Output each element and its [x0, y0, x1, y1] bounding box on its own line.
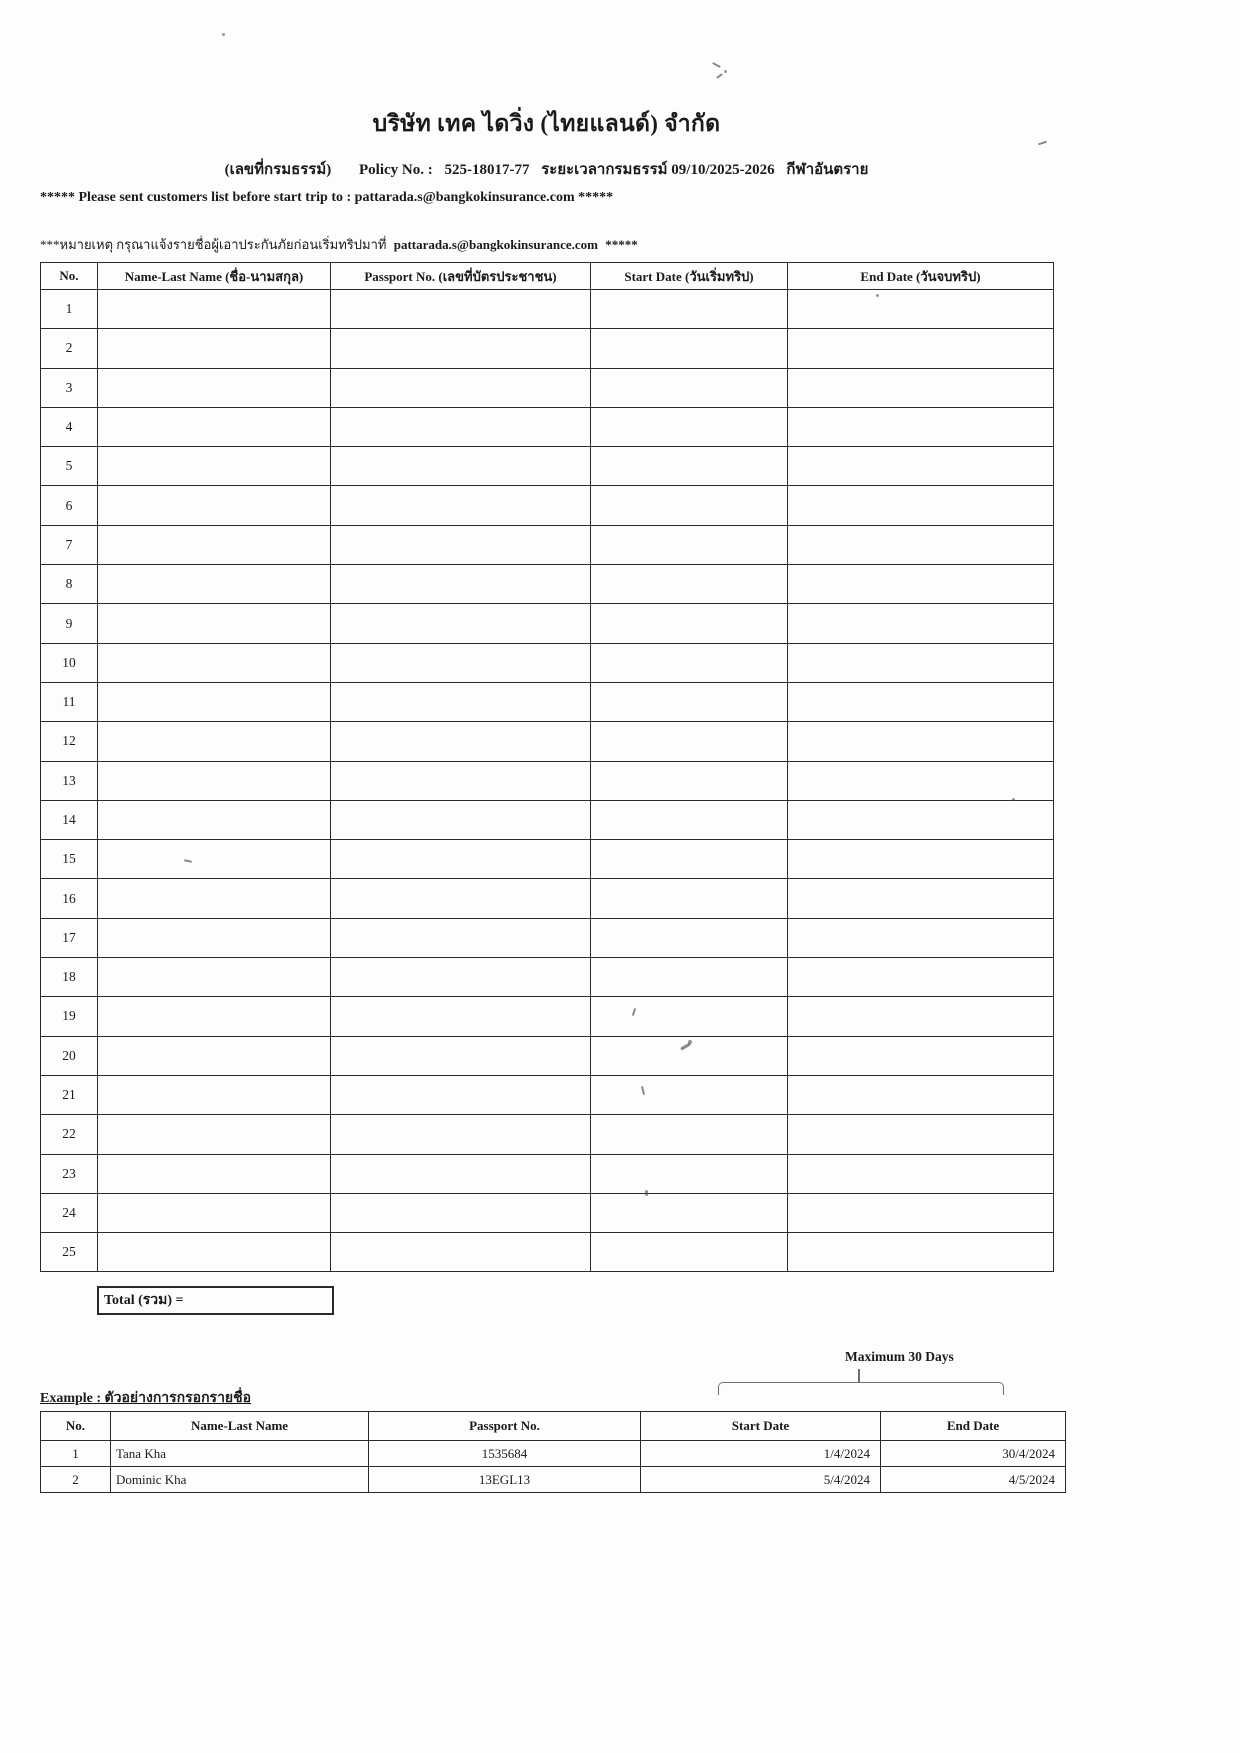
end-date-cell — [788, 800, 1054, 839]
end-date-cell — [788, 290, 1054, 329]
main-table-row — [41, 525, 1054, 564]
start-date-cell — [591, 1233, 788, 1272]
main-table-row — [41, 840, 1054, 879]
end-date-cell — [788, 368, 1054, 407]
passport-cell — [331, 368, 591, 407]
row-number-cell: 19 — [41, 997, 98, 1036]
example-name-cell: Dominic Kha — [111, 1467, 369, 1493]
scan-artifact — [1012, 798, 1015, 801]
row-number-cell: 17 — [41, 918, 98, 957]
policy-line — [40, 157, 1053, 181]
main-table-row — [41, 329, 1054, 368]
name-cell — [98, 918, 331, 957]
row-number-cell: 20 — [41, 1036, 98, 1075]
end-date-cell — [788, 525, 1054, 564]
company-title: บริษัท เทค ไดวิ่ง (ไทยแลนด์) จำกัด — [372, 111, 721, 136]
name-cell — [98, 840, 331, 879]
row-number-cell: 12 — [41, 722, 98, 761]
example-no-cell: 1 — [41, 1441, 111, 1467]
note-thai — [40, 234, 642, 255]
example-table — [40, 1411, 1066, 1493]
end-date-cell — [788, 407, 1054, 446]
main-table-row — [41, 290, 1054, 329]
note-thai-text: ***หมายเหตุ กรุณาแจ้งรายชื่อผู้เอาประกันภัยก่อนเริ่มทริปมาที่ — [40, 237, 387, 252]
example-table-header-row — [41, 1412, 1066, 1441]
end-date-cell — [788, 1115, 1054, 1154]
start-date-cell — [591, 1115, 788, 1154]
start-date-cell — [591, 486, 788, 525]
name-cell — [98, 329, 331, 368]
row-number-cell: 13 — [41, 761, 98, 800]
end-date-cell — [788, 997, 1054, 1036]
passport-cell — [331, 800, 591, 839]
end-date-cell — [788, 761, 1054, 800]
row-number-cell: 16 — [41, 879, 98, 918]
main-table-row — [41, 1075, 1054, 1114]
row-number-cell: 25 — [41, 1233, 98, 1272]
main-table-row — [41, 997, 1054, 1036]
main-table-body — [41, 290, 1054, 1272]
start-date-cell — [591, 800, 788, 839]
end-date-cell — [788, 879, 1054, 918]
start-date-cell — [591, 997, 788, 1036]
example-start-date-cell: 1/4/2024 — [641, 1441, 881, 1467]
passport-cell — [331, 447, 591, 486]
passport-cell — [331, 486, 591, 525]
main-table-row — [41, 958, 1054, 997]
example-col-header-name: Name-Last Name — [111, 1412, 369, 1441]
main-table-row — [41, 643, 1054, 682]
passport-cell — [331, 1075, 591, 1114]
passport-cell — [331, 879, 591, 918]
start-date-cell — [591, 643, 788, 682]
col-header-passport: Passport No. (เลขที่บัตรประชาชน) — [331, 263, 591, 290]
end-date-cell — [788, 1075, 1054, 1114]
start-date-cell — [591, 722, 788, 761]
start-date-cell — [591, 1075, 788, 1114]
col-header-start-date: Start Date (วันเริ่มทริป) — [591, 263, 788, 290]
name-cell — [98, 290, 331, 329]
end-date-cell — [788, 1233, 1054, 1272]
start-date-cell — [591, 290, 788, 329]
main-table-row — [41, 1036, 1054, 1075]
name-cell — [98, 997, 331, 1036]
main-table-row — [41, 761, 1054, 800]
maximum-days-label: Maximum 30 Days — [845, 1349, 954, 1364]
main-table-row — [41, 1115, 1054, 1154]
name-cell — [98, 1193, 331, 1232]
example-row — [41, 1467, 1066, 1493]
start-date-cell — [591, 682, 788, 721]
example-heading: Example : ตัวอย่างการกรอกรายชื่อ — [40, 1391, 252, 1406]
end-date-cell — [788, 329, 1054, 368]
end-date-cell — [788, 840, 1054, 879]
scan-artifact — [876, 294, 879, 297]
col-header-no: No. — [41, 263, 98, 290]
example-name-cell: Tana Kha — [111, 1441, 369, 1467]
customer-list-table — [40, 262, 1054, 1272]
policy-no-label: Policy No. : — [358, 162, 433, 178]
end-date-cell — [788, 682, 1054, 721]
passport-cell — [331, 1193, 591, 1232]
start-date-cell — [591, 1193, 788, 1232]
start-date-cell — [591, 525, 788, 564]
brace-tick — [858, 1369, 860, 1382]
end-date-cell — [788, 1154, 1054, 1193]
passport-cell — [331, 407, 591, 446]
example-col-header-no: No. — [41, 1412, 111, 1441]
name-cell — [98, 604, 331, 643]
name-cell — [98, 368, 331, 407]
name-cell — [98, 879, 331, 918]
passport-cell — [331, 1115, 591, 1154]
example-passport-cell: 13EGL13 — [369, 1467, 641, 1493]
passport-cell — [331, 290, 591, 329]
example-end-date-cell: 4/5/2024 — [881, 1467, 1066, 1493]
scan-artifact — [724, 70, 727, 73]
name-cell — [98, 565, 331, 604]
passport-cell — [331, 643, 591, 682]
main-table-row — [41, 1193, 1054, 1232]
row-number-cell: 15 — [41, 840, 98, 879]
end-date-cell — [788, 643, 1054, 682]
name-cell — [98, 682, 331, 721]
scan-artifact — [222, 33, 225, 36]
row-number-cell: 24 — [41, 1193, 98, 1232]
start-date-cell — [591, 407, 788, 446]
passport-cell — [331, 604, 591, 643]
passport-cell — [331, 329, 591, 368]
name-cell — [98, 1233, 331, 1272]
passport-cell — [331, 525, 591, 564]
row-number-cell: 6 — [41, 486, 98, 525]
name-cell — [98, 761, 331, 800]
row-number-cell: 5 — [41, 447, 98, 486]
col-header-name: Name-Last Name (ชื่อ-นามสกุล) — [98, 263, 331, 290]
name-cell — [98, 1036, 331, 1075]
main-table-row — [41, 486, 1054, 525]
note-english: ***** Please sent customers list before start trip to : pattarada.s@bangkokinsurance.com ***** — [40, 190, 614, 205]
row-number-cell: 21 — [41, 1075, 98, 1114]
start-date-cell — [591, 447, 788, 486]
main-table-row — [41, 918, 1054, 957]
example-col-header-start-date: Start Date — [641, 1412, 881, 1441]
row-number-cell: 1 — [41, 290, 98, 329]
end-date-cell — [788, 447, 1054, 486]
end-date-cell — [788, 486, 1054, 525]
example-passport-cell: 1535684 — [369, 1441, 641, 1467]
total-box — [97, 1286, 334, 1315]
main-table-row — [41, 1154, 1054, 1193]
start-date-cell — [591, 840, 788, 879]
row-number-cell: 23 — [41, 1154, 98, 1193]
end-date-cell — [788, 1193, 1054, 1232]
passport-cell — [331, 1036, 591, 1075]
start-date-cell — [591, 918, 788, 957]
name-cell — [98, 1075, 331, 1114]
name-cell — [98, 447, 331, 486]
start-date-cell — [591, 1154, 788, 1193]
row-number-cell: 18 — [41, 958, 98, 997]
date-range-brace — [718, 1382, 1004, 1395]
end-date-cell — [788, 918, 1054, 957]
row-number-cell: 9 — [41, 604, 98, 643]
row-number-cell: 10 — [41, 643, 98, 682]
passport-cell — [331, 918, 591, 957]
main-table-row — [41, 1233, 1054, 1272]
note-thai-email: pattarada.s@bangkokinsurance.com — [393, 237, 598, 252]
start-date-cell — [591, 565, 788, 604]
start-date-cell — [591, 761, 788, 800]
name-cell — [98, 1154, 331, 1193]
note-thai-stars: ***** — [605, 237, 638, 252]
policy-coverage: กีฬาอันตราย — [786, 162, 869, 178]
main-table-row — [41, 368, 1054, 407]
end-date-cell — [788, 722, 1054, 761]
example-col-header-end-date: End Date — [881, 1412, 1066, 1441]
example-end-date-cell: 30/4/2024 — [881, 1441, 1066, 1467]
passport-cell — [331, 840, 591, 879]
name-cell — [98, 800, 331, 839]
main-table-row — [41, 447, 1054, 486]
main-table-row — [41, 407, 1054, 446]
name-cell — [98, 722, 331, 761]
main-table-row — [41, 800, 1054, 839]
policy-period: ระยะเวลากรมธรรม์ 09/10/2025-2026 — [541, 162, 775, 178]
example-row — [41, 1441, 1066, 1467]
start-date-cell — [591, 879, 788, 918]
name-cell — [98, 486, 331, 525]
main-table-row — [41, 565, 1054, 604]
row-number-cell: 3 — [41, 368, 98, 407]
end-date-cell — [788, 958, 1054, 997]
policy-number: 525-18017-77 — [444, 162, 530, 178]
start-date-cell — [591, 958, 788, 997]
passport-cell — [331, 682, 591, 721]
row-number-cell: 11 — [41, 682, 98, 721]
passport-cell — [331, 1233, 591, 1272]
name-cell — [98, 407, 331, 446]
example-col-header-passport: Passport No. — [369, 1412, 641, 1441]
main-table-header-row — [41, 263, 1054, 290]
row-number-cell: 14 — [41, 800, 98, 839]
passport-cell — [331, 958, 591, 997]
passport-cell — [331, 1154, 591, 1193]
start-date-cell — [591, 604, 788, 643]
passport-cell — [331, 565, 591, 604]
total-label: Total (รวม) = — [104, 1293, 184, 1308]
scan-artifact — [712, 62, 721, 68]
end-date-cell — [788, 565, 1054, 604]
name-cell — [98, 643, 331, 682]
passport-cell — [331, 997, 591, 1036]
col-header-end-date: End Date (วันจบทริป) — [788, 263, 1054, 290]
passport-cell — [331, 761, 591, 800]
main-table-row — [41, 879, 1054, 918]
policy-label-thai: (เลขที่กรมธรรม์) — [224, 162, 332, 178]
row-number-cell: 7 — [41, 525, 98, 564]
scan-artifact — [716, 73, 723, 79]
start-date-cell — [591, 368, 788, 407]
example-no-cell: 2 — [41, 1467, 111, 1493]
end-date-cell — [788, 1036, 1054, 1075]
end-date-cell — [788, 604, 1054, 643]
row-number-cell: 22 — [41, 1115, 98, 1154]
scan-artifact — [645, 1190, 648, 1196]
row-number-cell: 2 — [41, 329, 98, 368]
name-cell — [98, 1115, 331, 1154]
row-number-cell: 8 — [41, 565, 98, 604]
name-cell — [98, 525, 331, 564]
passport-cell — [331, 722, 591, 761]
row-number-cell: 4 — [41, 407, 98, 446]
main-table-row — [41, 682, 1054, 721]
start-date-cell — [591, 329, 788, 368]
name-cell — [98, 958, 331, 997]
main-table-row — [41, 722, 1054, 761]
main-table-row — [41, 604, 1054, 643]
example-start-date-cell: 5/4/2024 — [641, 1467, 881, 1493]
